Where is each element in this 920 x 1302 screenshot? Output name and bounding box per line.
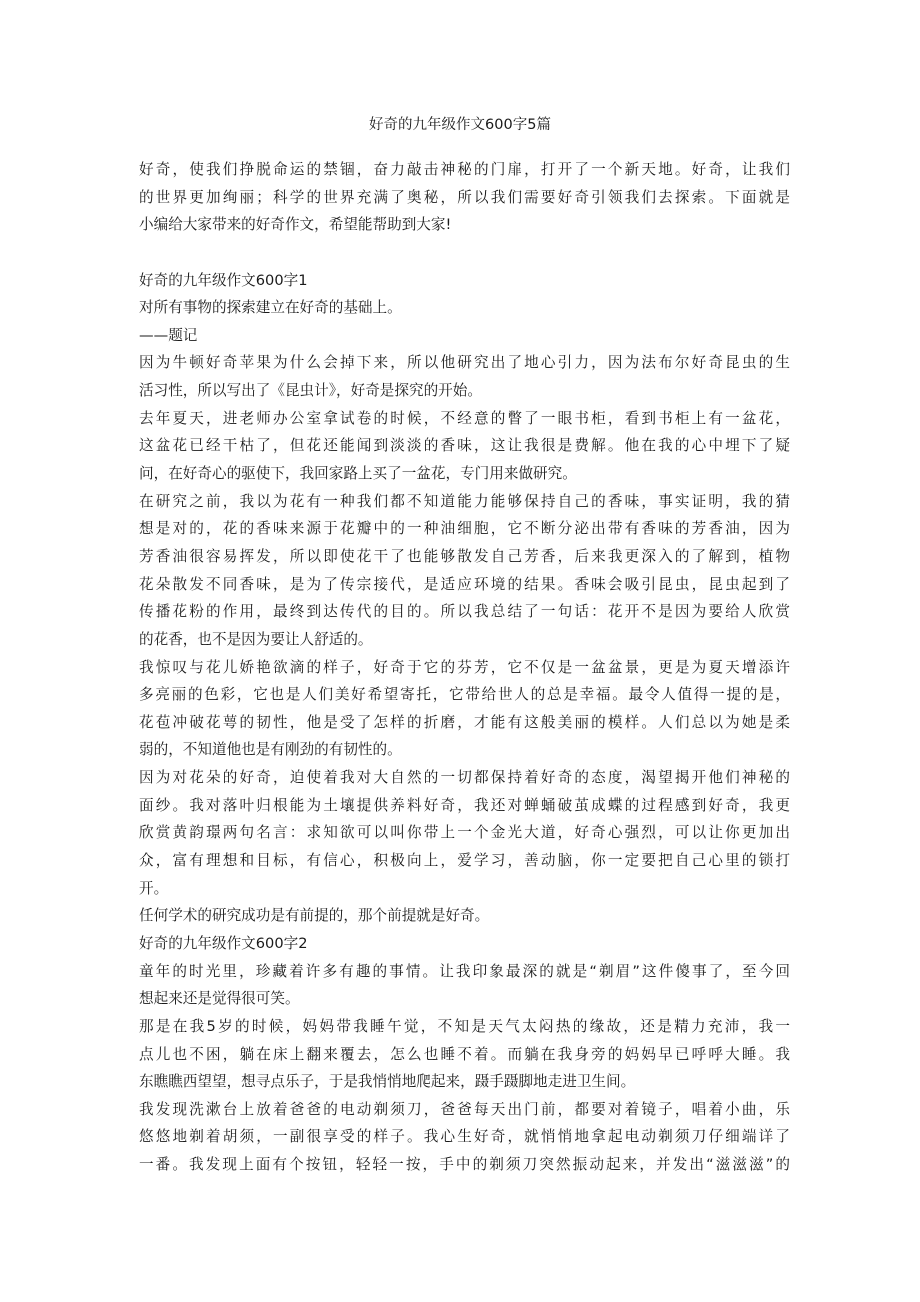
- epigraph: 对所有事物的探索建立在好奇的基础上。: [139, 299, 402, 317]
- text-line: 点儿也不困，躺在床上翻来覆去，怎么也睡不着。而躺在我身旁的妈妈早已呼呼大睡。我: [139, 1045, 790, 1063]
- text-line: 想是对的，花的香味来源于花瓣中的一种油细胞，它不断分泌出带有香味的芳香油，因为: [139, 520, 790, 538]
- text-line: 任何学术的研究成功是有前提的，那个前提就是好奇。: [139, 907, 490, 925]
- essay-1: [139, 267, 790, 930]
- text-line: 这盆花已经干枯了，但花还能闻到淡淡的香味，这让我很是费解。他在我的心中埋下了疑: [139, 437, 790, 455]
- essay-heading: 好奇的九年级作文600字2: [139, 934, 308, 952]
- text-line: 传播花粉的作用，最终到达传代的目的。所以我总结了一句话：花开不是因为要给人欣赏: [139, 603, 790, 621]
- text-line: 多亮丽的色彩，它也是人们美好希望寄托，它带给世人的总是幸福。最令人值得一提的是，: [139, 686, 790, 704]
- text-line: 东瞧瞧西望望，想寻点乐子，于是我悄悄地爬起来，蹑手蹑脚地走进卫生间。: [139, 1073, 636, 1091]
- text-line: 欣赏黄韵璟两句名言：求知欲可以叫你带上一个金光大道，好奇心强烈，可以让你更加出: [139, 824, 790, 842]
- text-line: 童年的时光里，珍藏着许多有趣的事情。让我印象最深的就是“剃眉”这件傻事了，至今回: [139, 962, 790, 980]
- text-line: 一番。我发现上面有个按钮，轻轻一按，手中的剃须刀突然振动起来，并发出“滋滋滋”的: [139, 1156, 790, 1174]
- text-line: 因为对花朵的好奇，迫使着我对大自然的一切都保持着好奇的态度，渴望揭开他们神秘的: [139, 769, 790, 787]
- text-line: 因为牛顿好奇苹果为什么会掉下来，所以他研究出了地心引力，因为法布尔好奇昆虫的生: [139, 354, 790, 372]
- text-line: 花苞冲破花萼的韧性，他是受了怎样的折磨，才能有这般美丽的模样。人们总以为她是柔: [139, 713, 790, 731]
- essay-2: [139, 930, 790, 1179]
- text-line: 众，富有理想和目标，有信心，积极向上，爱学习，善动脑，你一定要把自己心里的锁打: [139, 852, 790, 870]
- text-line: 的世界更加绚丽；科学的世界充满了奥秘，所以我们需要好奇引领我们去探索。下面就是: [139, 188, 790, 206]
- document-title: 好奇的九年级作文600字5篇: [369, 117, 551, 133]
- text-line: 问，在好奇心的驱使下，我回家路上买了一盆花，专门用来做研究。: [139, 465, 577, 483]
- text-line: 弱的，不知道他也是有刚劲的有韧性的。: [139, 741, 402, 759]
- text-line: 活习性，所以写出了《昆虫计》，好奇是探究的开始。: [139, 382, 482, 400]
- epigraph-source: ——题记: [139, 326, 198, 344]
- essay-heading: 好奇的九年级作文600字1: [139, 271, 308, 289]
- text-line: 好奇，使我们挣脱命运的禁锢，奋力敲击神秘的门扉，打开了一个新天地。好奇，让我们: [139, 161, 790, 178]
- text-line: 我发现洗漱台上放着爸爸的电动剃须刀，爸爸每天出门前，都要对着镜子，唱着小曲，乐: [139, 1100, 790, 1118]
- document-body: [139, 156, 790, 1179]
- text-line: 面纱。我对落叶归根能为土壤提供养料好奇，我还对蝉蛹破茧成蝶的过程感到好奇，我更: [139, 796, 790, 814]
- text-line: 的花香，也不是因为要让人舒适的。: [139, 630, 373, 648]
- text-line: 我惊叹与花儿娇艳欲滴的样子，好奇于它的芬芳，它不仅是一盆盆景，更是为夏天增添许: [139, 658, 790, 676]
- intro-paragraph: [139, 156, 790, 239]
- text-line: 去年夏天，进老师办公室拿试卷的时候，不经意的瞥了一眼书柜，看到书柜上有一盆花，: [139, 409, 790, 427]
- text-line: 小编给大家带来的好奇作文，希望能帮助到大家!: [139, 216, 452, 234]
- blank-line: [139, 239, 790, 267]
- text-line: 在研究之前，我以为花有一种我们都不知道能力能够保持自己的香味，事实证明，我的猜: [139, 492, 790, 510]
- text-line: 悠悠地剃着胡须，一副很享受的样子。我心生好奇，就悄悄地拿起电动剃须刀仔细端详了: [139, 1128, 790, 1146]
- text-line: 那是在我5岁的时候，妈妈带我睡午觉，不知是天气太闷热的缘故，还是精力充沛，我一: [139, 1017, 790, 1035]
- text-line: 开。: [139, 879, 169, 897]
- text-line: 想起来还是觉得很可笑。: [139, 990, 300, 1008]
- text-line: 花朵散发不同香味，是为了传宗接代，是适应环境的结果。香味会吸引昆虫，昆虫起到了: [139, 575, 790, 593]
- text-line: 芳香油很容易挥发，所以即使花干了也能够散发自己芳香，后来我更深入的了解到，植物: [139, 547, 790, 565]
